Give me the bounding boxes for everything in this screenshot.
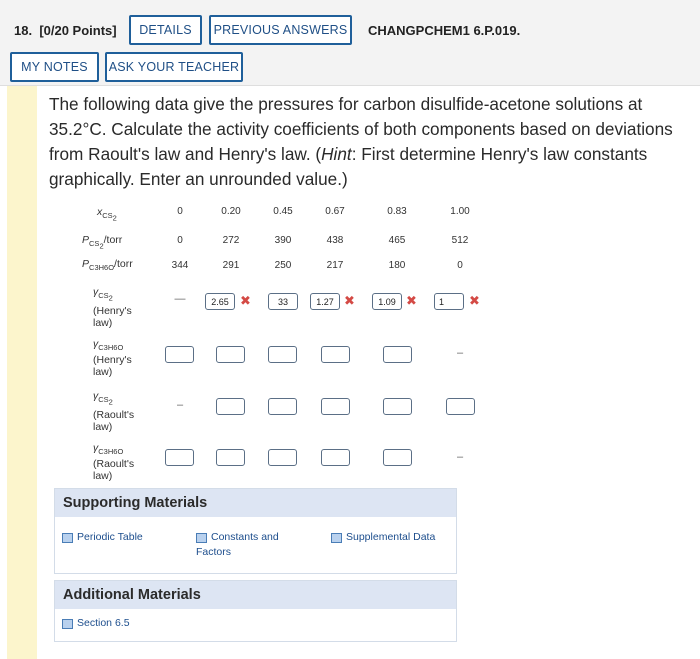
label-gamma-cs2-henry: $\gamma_{CS_2}$ (Henry's law) <box>93 286 132 329</box>
gamma-cs2-henry-input[interactable]: 1.09 <box>372 293 402 310</box>
label-p-c3h6o: $P_{C3H6O}$/torr <box>82 258 133 273</box>
incorrect-icon: ✖ <box>469 293 480 308</box>
p-c3h6o-value: 0 <box>457 260 463 271</box>
document-icon <box>62 533 73 543</box>
p-c3h6o-value: 217 <box>326 260 344 271</box>
gamma-c3h6o-raoult-input[interactable] <box>216 449 245 466</box>
section-link[interactable]: Section 6.5 <box>62 616 130 631</box>
p-cs2-value: 512 <box>451 235 469 246</box>
constants-factors-link[interactable]: Constants and <box>196 530 306 545</box>
gamma-cs2-raoult-input[interactable] <box>383 398 412 415</box>
gamma-c3h6o-henry-input[interactable] <box>321 346 350 363</box>
p-c3h6o-value: 291 <box>222 260 240 271</box>
label-p-cs2: $P_{CS_2}$/torr <box>82 234 123 251</box>
document-icon <box>196 533 207 543</box>
question-prompt: The following data give the pressures for carbon disulfide-acetone solutions at 35.2°C. Calculate the activity coefficients of both components based on deviations from Raoult's law and Henry's law. (Hint: First determine Henry's law constants graphically. Enter an unrounded value.) <box>49 94 673 189</box>
label-gamma-cs2-raoult: $\gamma_{CS_2}$ (Raoult's law) <box>93 390 135 433</box>
p-cs2-value: 272 <box>222 235 240 246</box>
x-cs2-value: 0.45 <box>273 206 293 217</box>
gamma-c3h6o-raoult-input[interactable] <box>321 449 350 466</box>
gamma-cs2-raoult-dash: – <box>176 399 184 411</box>
x-cs2-value: 0 <box>177 206 183 217</box>
label-gamma-c3h6o-raoult: $\gamma_{C3H6O}$ (Raoult's law) <box>93 442 135 483</box>
details-button[interactable]: DETAILS <box>129 15 202 45</box>
p-cs2-value: 465 <box>388 235 406 246</box>
p-c3h6o-value: 250 <box>274 260 292 271</box>
supporting-materials-title: Supporting Materials <box>55 489 456 517</box>
p-c3h6o-value: 344 <box>171 260 189 271</box>
x-cs2-value: 1.00 <box>450 206 470 217</box>
x-cs2-value: 0.83 <box>387 206 407 217</box>
gamma-cs2-henry-input[interactable]: 1 <box>434 293 464 310</box>
x-cs2-value: 0.20 <box>221 206 241 217</box>
gamma-c3h6o-henry-input[interactable] <box>268 346 297 363</box>
constants-factors-link-line2[interactable]: Factors <box>196 546 232 558</box>
gamma-cs2-raoult-input[interactable] <box>216 398 245 415</box>
incorrect-icon: ✖ <box>240 293 251 308</box>
label-x-cs2: $x_{CS_2}$ <box>97 206 117 223</box>
periodic-table-link[interactable]: Periodic Table <box>62 530 143 545</box>
previous-answers-button[interactable]: PREVIOUS ANSWERS <box>209 15 352 45</box>
p-cs2-value: 390 <box>274 235 292 246</box>
additional-materials-panel <box>54 580 457 642</box>
gamma-cs2-henry-input[interactable]: 2.65 <box>205 293 235 310</box>
gamma-c3h6o-raoult-input[interactable] <box>268 449 297 466</box>
p-c3h6o-value: 180 <box>388 260 406 271</box>
document-icon <box>331 533 342 543</box>
ask-teacher-button[interactable]: ASK YOUR TEACHER <box>105 52 243 82</box>
question-status-bar <box>7 86 37 659</box>
p-cs2-value: 438 <box>326 235 344 246</box>
gamma-c3h6o-raoult-input[interactable] <box>165 449 194 466</box>
my-notes-button[interactable]: MY NOTES <box>10 52 99 82</box>
p-cs2-value: 0 <box>177 235 183 246</box>
label-gamma-c3h6o-henry: $\gamma_{C3H6O}$ (Henry's law) <box>93 338 132 379</box>
additional-materials-title: Additional Materials <box>55 581 456 609</box>
gamma-cs2-henry-dash: — <box>174 293 186 305</box>
gamma-cs2-raoult-input[interactable] <box>268 398 297 415</box>
gamma-c3h6o-henry-input[interactable] <box>383 346 412 363</box>
gamma-c3h6o-henry-dash: – <box>456 347 464 359</box>
x-cs2-value: 0.67 <box>325 206 345 217</box>
gamma-cs2-henry-input[interactable]: 33 <box>268 293 298 310</box>
gamma-cs2-raoult-input[interactable] <box>446 398 475 415</box>
gamma-c3h6o-henry-input[interactable] <box>165 346 194 363</box>
question-code: CHANGPCHEM1 6.P.019. <box>368 23 521 38</box>
question-header <box>0 0 700 86</box>
question-points: 18. [0/20 Points] <box>14 23 117 38</box>
incorrect-icon: ✖ <box>406 293 417 308</box>
incorrect-icon: ✖ <box>344 293 355 308</box>
gamma-c3h6o-henry-input[interactable] <box>216 346 245 363</box>
gamma-c3h6o-raoult-dash: – <box>456 451 464 463</box>
book-icon <box>62 619 73 629</box>
gamma-c3h6o-raoult-input[interactable] <box>383 449 412 466</box>
supplemental-data-link[interactable]: Supplemental Data <box>331 530 435 545</box>
gamma-cs2-raoult-input[interactable] <box>321 398 350 415</box>
gamma-cs2-henry-input[interactable]: 1.27 <box>310 293 340 310</box>
